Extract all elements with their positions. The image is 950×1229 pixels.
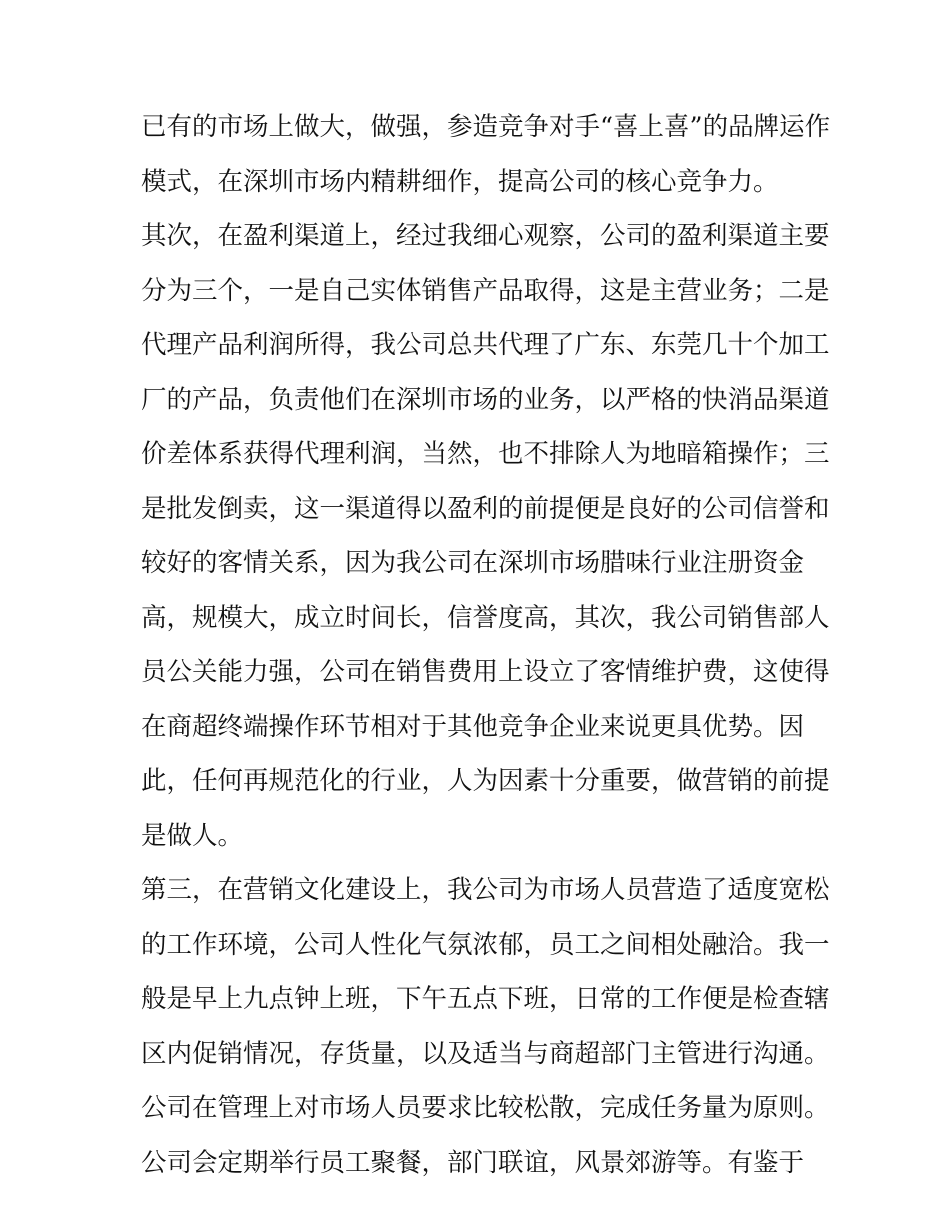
text-line: 区内促销情况，存货量，以及适当与商超部门主管进行沟通。 <box>141 1038 830 1069</box>
text-line: 此，任何再规范化的行业，人为因素十分重要，做营销的前提 <box>141 766 830 796</box>
text-line: 在商超终端操作环节相对于其他竞争企业来说更具优势。因 <box>141 711 805 742</box>
text-line: 第三，在营销文化建设上，我公司为市场人员营造了适度宽松 <box>141 875 830 905</box>
text-line: 的工作环境，公司人性化气氛浓郁，员工之间相处融洽。我一 <box>141 929 830 960</box>
text-line: 模式，在深圳市场内精耕细作，提高公司的核心竞争力。 <box>141 166 779 197</box>
text-line: 分为三个，一是自己实体销售产品取得，这是主营业务；二是 <box>141 275 830 306</box>
text-line: 员公关能力强，公司在销售费用上设立了客情维护费，这使得 <box>141 657 830 687</box>
body-text <box>141 100 831 1190</box>
text-line: 厂的产品，负责他们在深圳市场的业务，以严格的快消品渠道 <box>141 384 830 415</box>
text-line: 价差体系获得代理利润，当然，也不排除人为地暗箱操作；三 <box>141 439 830 469</box>
text-line: 公司在管理上对市场人员要求比较松散，完成任务量为原则。 <box>141 1093 830 1123</box>
text-line: 公司会定期举行员工聚餐，部门联谊，风景郊游等。有鉴于 <box>141 1147 805 1178</box>
text-line: 般是早上九点钟上班，下午五点下班，日常的工作便是检查辖 <box>141 984 830 1014</box>
text-line: 是做人。 <box>141 820 244 851</box>
text-line: 较好的客情关系，因为我公司在深圳市场腊味行业注册资金 <box>141 548 805 578</box>
text-line: 其次，在盈利渠道上，经过我细心观察，公司的盈利渠道主要 <box>141 221 830 251</box>
text-line: 代理产品利润所得，我公司总共代理了广东、东莞几十个加工 <box>141 330 830 360</box>
text-line: 高，规模大，成立时间长，信誉度高，其次，我公司销售部人 <box>141 602 830 633</box>
text-line: 已有的市场上做大，做强，参造竞争对手“喜上喜”的品牌运作 <box>141 112 831 142</box>
text-line: 是批发倒卖，这一渠道得以盈利的前提便是良好的公司信誉和 <box>141 493 830 524</box>
